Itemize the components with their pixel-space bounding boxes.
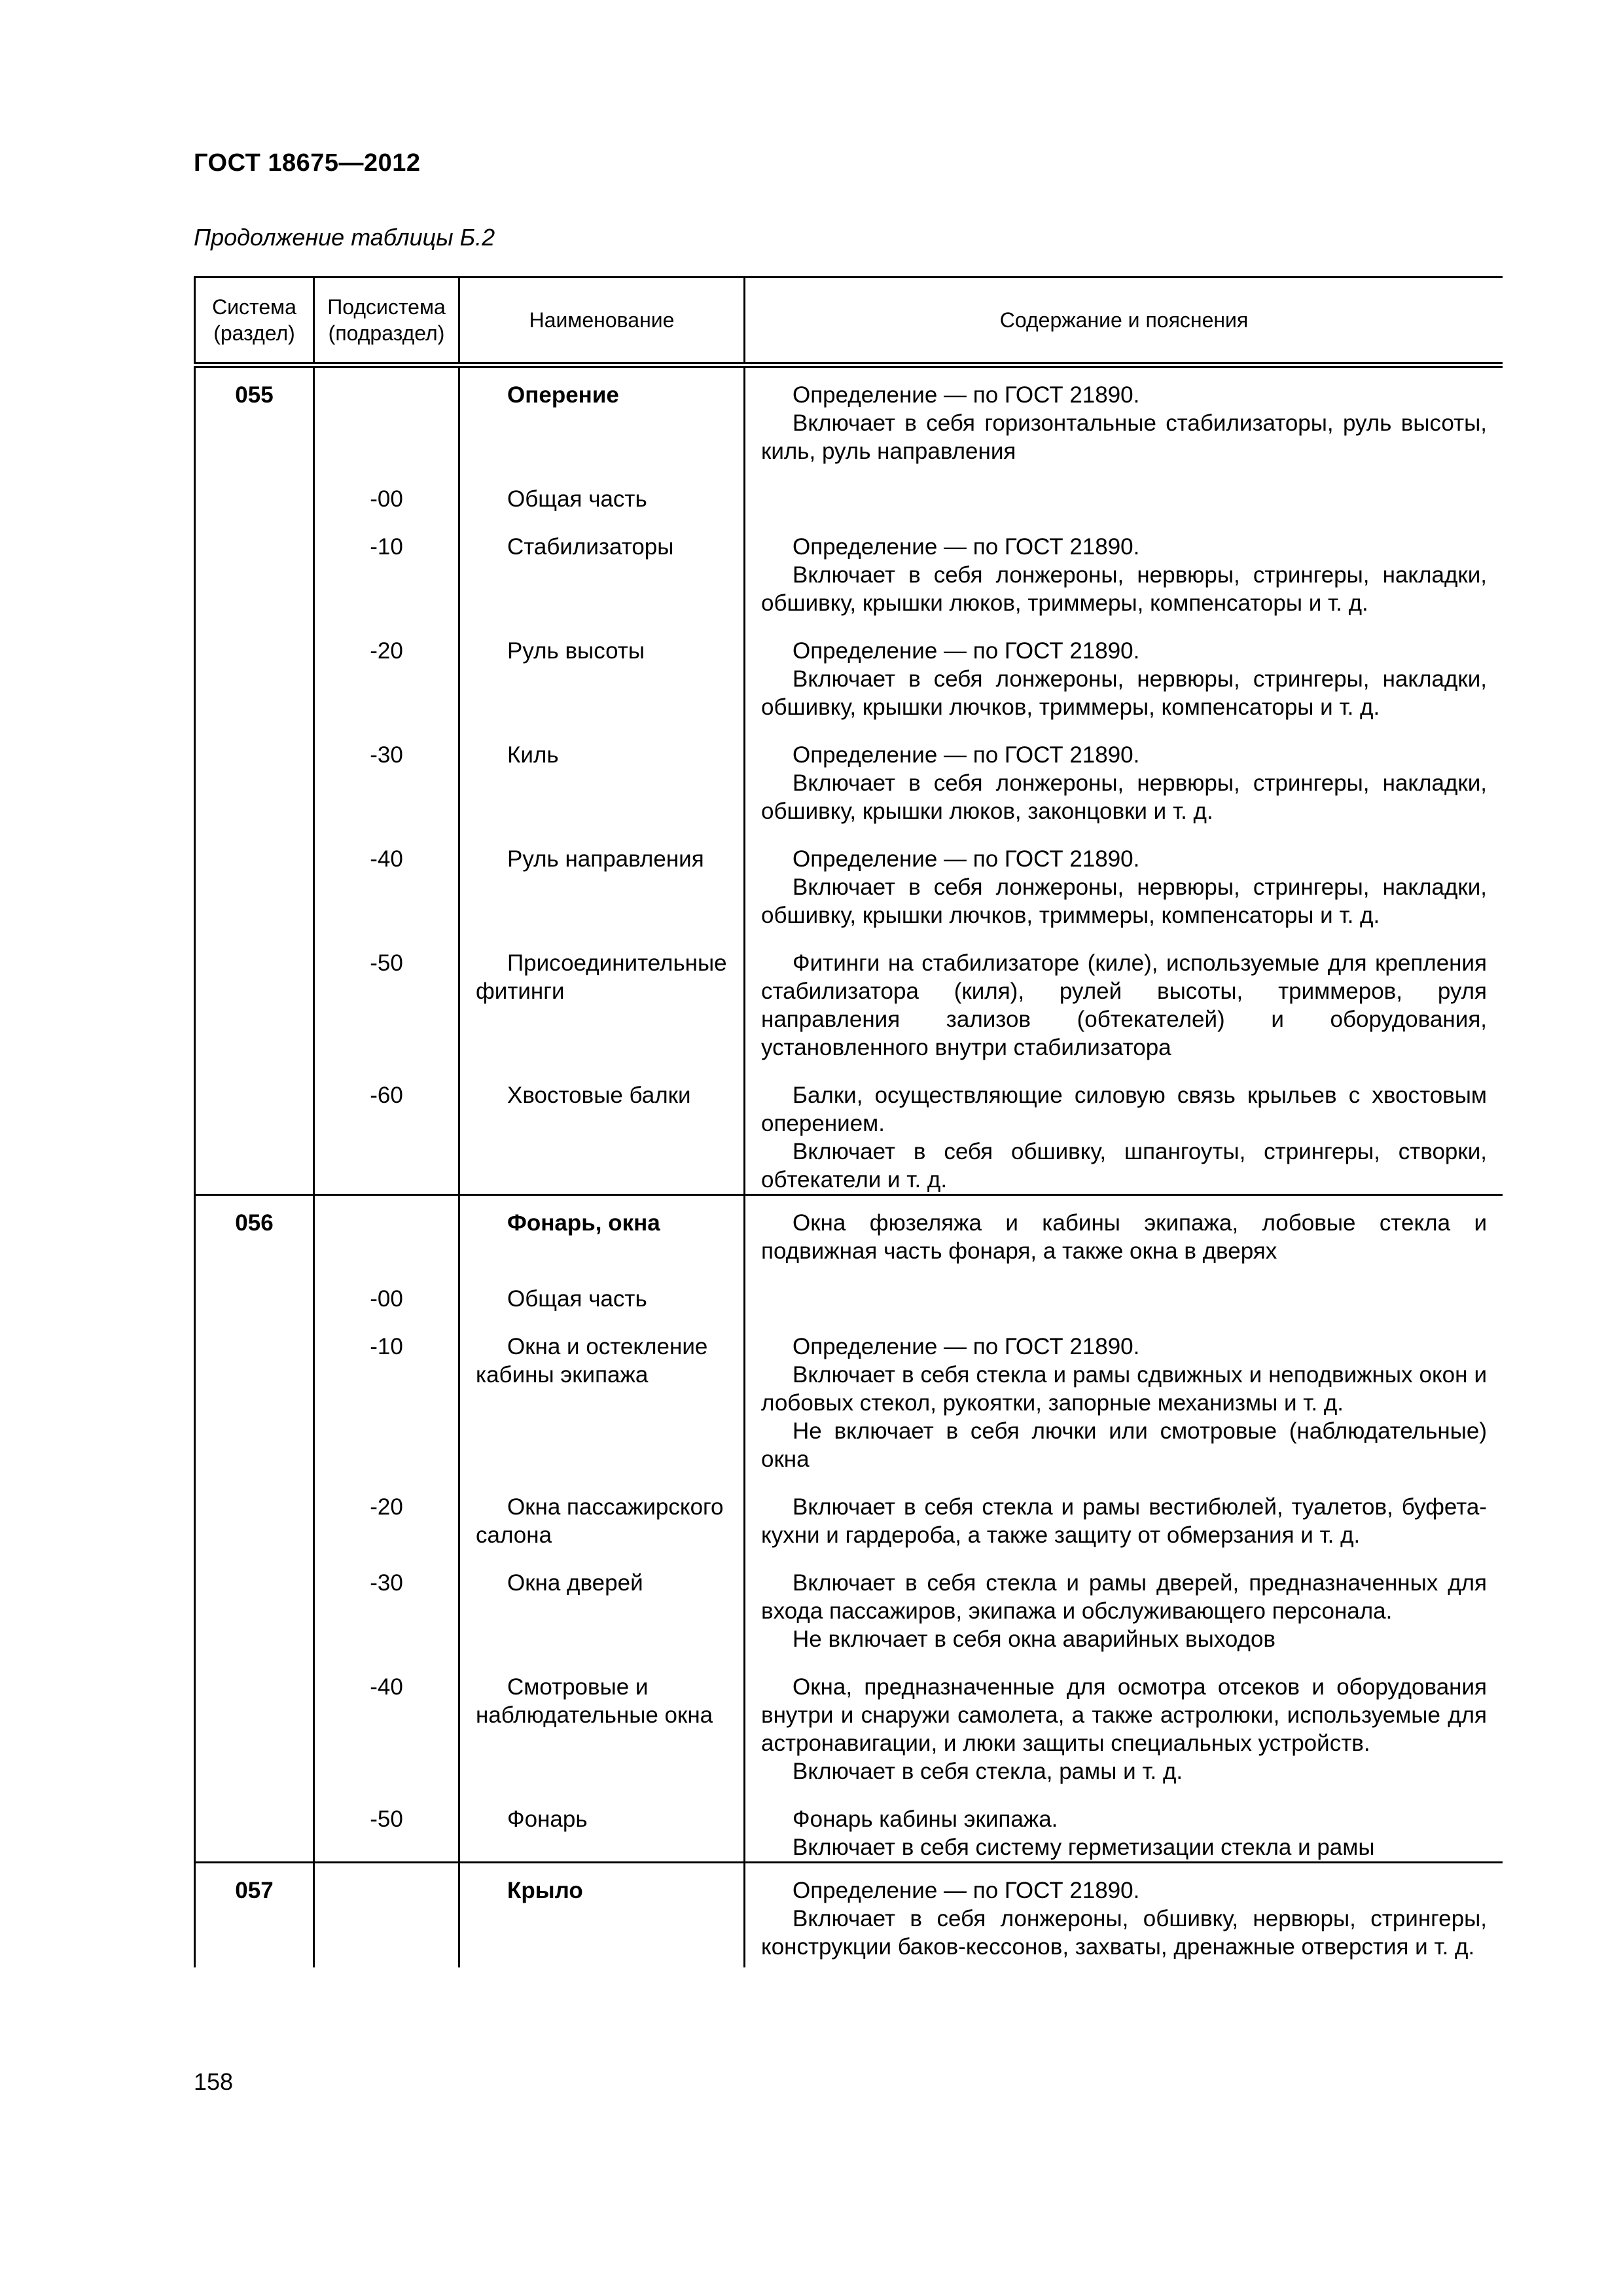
name-text: Руль высоты	[507, 638, 645, 664]
content-paragraph: Включает в себя лонжероны, обшивку, нервюры, стрингеры, конструкции баков-кессонов, захваты, дренажные отверстия и т. д.	[761, 1906, 1487, 1960]
cell-name	[459, 365, 745, 466]
column-header-subsystem: Подсистема (подраздел)	[314, 278, 459, 365]
cell-subsystem-code: -40	[314, 1653, 459, 1785]
cell-name	[459, 1863, 745, 1968]
cell-system-code	[195, 465, 314, 513]
cell-subsystem-code: -60	[314, 1062, 459, 1195]
content-paragraph: Определение — по ГОСТ 21890.	[793, 1878, 1140, 1903]
name-text: Киль	[507, 742, 559, 768]
cell-subsystem-code: -00	[314, 465, 459, 513]
content-paragraph: Включает в себя стекла и рамы сдвижных и неподвижных окон и лобовых стекол, рукоятки, запорные механизмы и т. д.	[761, 1362, 1487, 1416]
name-text: Смотровые и наблюдательные окна	[476, 1674, 713, 1728]
table-row	[195, 1313, 1503, 1473]
table-header-row	[195, 278, 1503, 365]
cell-system-code	[195, 513, 314, 617]
cell-subsystem-code: -50	[314, 1785, 459, 1863]
cell-system-code	[195, 1785, 314, 1863]
cell-system-code	[195, 1313, 314, 1473]
table-row	[195, 721, 1503, 825]
content-paragraph: Окна, предназначенные для осмотра отсеков и оборудования внутри и снаружи самолета, а также астролюки, используемые для астронавигации, и люки защиты специальных устройств.	[761, 1674, 1487, 1756]
cell-name	[459, 1195, 745, 1266]
table-row	[195, 365, 1503, 466]
cell-subsystem-code	[314, 365, 459, 466]
table-row	[195, 1265, 1503, 1313]
content-paragraph: Включает в себя обшивку, шпангоуты, стрингеры, створки, обтекатели и т. д.	[761, 1139, 1487, 1193]
name-text: Стабилизаторы	[507, 534, 674, 560]
content-paragraph: Включает в себя стекла и рамы дверей, предназначенных для входа пассажиров, экипажа и обслуживающего персонала.	[761, 1570, 1487, 1624]
cell-content	[745, 1195, 1503, 1266]
content-paragraph: Балки, осуществляющие силовую связь крыльев с хвостовым оперением.	[761, 1083, 1487, 1136]
content-paragraph: Не включает в себя окна аварийных выходов	[793, 1626, 1276, 1652]
column-header-content: Содержание и пояснения	[745, 278, 1503, 365]
name-text: Окна дверей	[507, 1570, 643, 1596]
cell-content	[745, 1863, 1503, 1968]
cell-system-code	[195, 1653, 314, 1785]
cell-content	[745, 1473, 1503, 1549]
cell-system-code: 056	[195, 1195, 314, 1266]
cell-system-code	[195, 825, 314, 929]
content-paragraph: Фитинги на стабилизаторе (киле), используемые для крепления стабилизатора (киля), рулей высоты, триммеров, руля направления зализов (обтекателей) и оборудования, установленного внутри стабилизатора	[761, 950, 1487, 1060]
cell-name	[459, 721, 745, 825]
table-row	[195, 465, 1503, 513]
name-text: Крыло	[507, 1878, 583, 1903]
cell-name	[459, 929, 745, 1062]
cell-content	[745, 1313, 1503, 1473]
cell-name	[459, 1785, 745, 1863]
cell-content	[745, 1062, 1503, 1195]
table-row	[195, 1653, 1503, 1785]
cell-system-code	[195, 1549, 314, 1653]
column-header-system: Система (раздел)	[195, 278, 314, 365]
cell-name	[459, 1549, 745, 1653]
name-text: Хвостовые балки	[507, 1083, 691, 1108]
name-text: Окна и остекление кабины экипажа	[476, 1334, 708, 1388]
name-text: Присоединительные фитинги	[476, 950, 727, 1004]
cell-name	[459, 513, 745, 617]
table-row	[195, 1195, 1503, 1266]
cell-subsystem-code: -30	[314, 1549, 459, 1653]
cell-system-code	[195, 929, 314, 1062]
cell-name	[459, 1653, 745, 1785]
name-text: Общая часть	[507, 486, 647, 512]
content-paragraph: Включает в себя систему герметизации стекла и рамы	[793, 1835, 1375, 1860]
content-paragraph: Определение — по ГОСТ 21890.	[793, 638, 1140, 664]
cell-name	[459, 825, 745, 929]
cell-system-code: 057	[195, 1863, 314, 1968]
cell-subsystem-code: -20	[314, 617, 459, 721]
name-text: Общая часть	[507, 1286, 647, 1312]
table-row	[195, 1549, 1503, 1653]
cell-subsystem-code: -40	[314, 825, 459, 929]
cell-content	[745, 1653, 1503, 1785]
cell-name	[459, 617, 745, 721]
document-header: ГОСТ 18675—2012	[194, 149, 421, 177]
cell-name	[459, 465, 745, 513]
table-row	[195, 1785, 1503, 1863]
table-caption: Продолжение таблицы Б.2	[194, 224, 495, 251]
cell-subsystem-code: -20	[314, 1473, 459, 1549]
column-header-name: Наименование	[459, 278, 745, 365]
cell-system-code	[195, 721, 314, 825]
table-row	[195, 1863, 1503, 1968]
cell-subsystem-code: -10	[314, 1313, 459, 1473]
cell-system-code	[195, 1473, 314, 1549]
cell-content	[745, 513, 1503, 617]
content-paragraph: Не включает в себя лючки или смотровые (наблюдательные) окна	[761, 1418, 1487, 1472]
name-text: Руль направления	[507, 846, 704, 872]
cell-system-code	[195, 1265, 314, 1313]
cell-content	[745, 465, 1503, 513]
content-paragraph: Определение — по ГОСТ 21890.	[793, 1334, 1140, 1359]
table-body	[195, 365, 1503, 1968]
cell-name	[459, 1473, 745, 1549]
cell-system-code: 055	[195, 365, 314, 466]
table-container	[194, 276, 1503, 2043]
cell-content	[745, 617, 1503, 721]
content-paragraph: Включает в себя лонжероны, нервюры, стрингеры, накладки, обшивку, крышки лючков, триммеры, компенсаторы и т. д.	[761, 666, 1487, 720]
cell-content	[745, 1549, 1503, 1653]
cell-system-code	[195, 617, 314, 721]
cell-content	[745, 1265, 1503, 1313]
name-text: Окна пассажирского салона	[476, 1494, 724, 1548]
content-paragraph: Определение — по ГОСТ 21890.	[793, 382, 1140, 408]
cell-subsystem-code	[314, 1195, 459, 1266]
cell-content	[745, 929, 1503, 1062]
content-paragraph: Включает в себя стекла, рамы и т. д.	[793, 1759, 1183, 1784]
cell-content	[745, 721, 1503, 825]
cell-content	[745, 1785, 1503, 1863]
content-paragraph: Включает в себя лонжероны, нервюры, стрингеры, накладки, обшивку, крышки лючков, триммеры, компенсаторы и т. д.	[761, 874, 1487, 928]
cell-subsystem-code: -30	[314, 721, 459, 825]
table-row	[195, 513, 1503, 617]
table-row	[195, 1062, 1503, 1195]
content-paragraph: Определение — по ГОСТ 21890.	[793, 742, 1140, 768]
table-row	[195, 825, 1503, 929]
content-paragraph: Включает в себя лонжероны, нервюры, стрингеры, накладки, обшивку, крышки люков, триммеры, компенсаторы и т. д.	[761, 562, 1487, 616]
content-paragraph: Включает в себя стекла и рамы вестибюлей, туалетов, буфета-кухни и гардероба, а также защиту от обмерзания и т. д.	[761, 1494, 1487, 1548]
classification-table	[194, 276, 1503, 1967]
content-paragraph: Окна фюзеляжа и кабины экипажа, лобовые стекла и подвижная часть фонаря, а также окна в дверях	[761, 1210, 1487, 1264]
cell-subsystem-code: -00	[314, 1265, 459, 1313]
cell-subsystem-code	[314, 1863, 459, 1968]
content-paragraph: Включает в себя горизонтальные стабилизаторы, руль высоты, киль, руль направления	[761, 410, 1487, 464]
cell-content	[745, 825, 1503, 929]
table-row	[195, 929, 1503, 1062]
cell-name	[459, 1062, 745, 1195]
table-row	[195, 617, 1503, 721]
cell-subsystem-code: -10	[314, 513, 459, 617]
content-paragraph: Фонарь кабины экипажа.	[793, 1806, 1058, 1832]
cell-content	[745, 365, 1503, 466]
content-paragraph: Определение — по ГОСТ 21890.	[793, 534, 1140, 560]
name-text: Фонарь, окна	[507, 1210, 660, 1236]
name-text: Оперение	[507, 382, 619, 408]
cell-name	[459, 1313, 745, 1473]
content-paragraph: Определение — по ГОСТ 21890.	[793, 846, 1140, 872]
cell-system-code	[195, 1062, 314, 1195]
table-row	[195, 1473, 1503, 1549]
name-text: Фонарь	[507, 1806, 588, 1832]
cell-subsystem-code: -50	[314, 929, 459, 1062]
page-number: 158	[194, 2068, 234, 2095]
content-paragraph: Включает в себя лонжероны, нервюры, стрингеры, накладки, обшивку, крышки люков, законцовки и т. д.	[761, 770, 1487, 824]
cell-name	[459, 1265, 745, 1313]
